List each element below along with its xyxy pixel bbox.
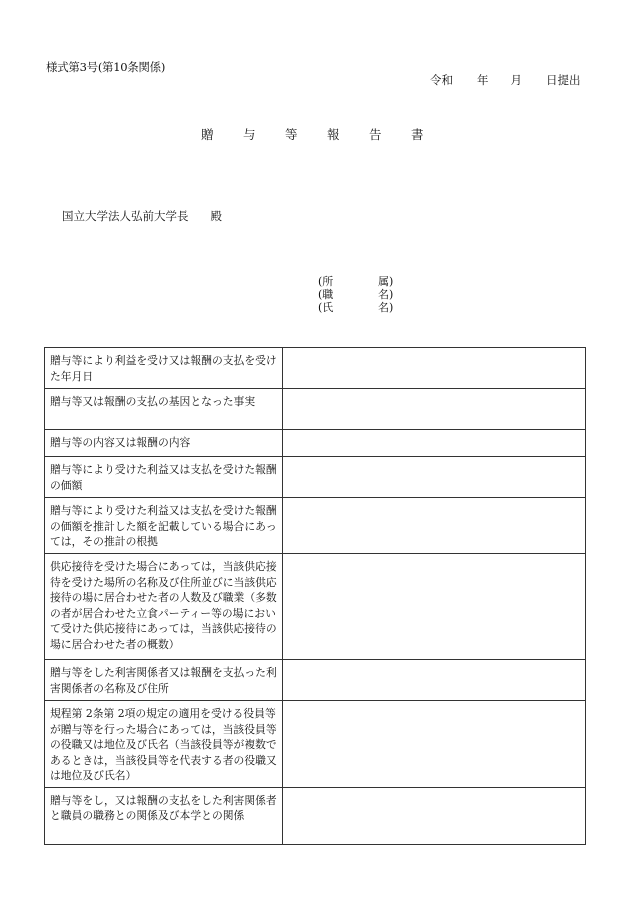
- reporter-position: (職 名): [318, 288, 394, 301]
- reporter-affiliation: (所 属): [318, 275, 394, 288]
- row-label: 贈与等により受けた利益又は支払を受けた報酬の価額を推計した額を記載している場合にあっては，その推計の根拠: [45, 498, 283, 554]
- title-char: 報: [327, 127, 340, 142]
- title-char: 贈: [201, 127, 214, 142]
- table-row: [45, 498, 586, 554]
- date-year: 年: [477, 73, 489, 87]
- row-label: 規程第 2条第 2項の規定の適用を受ける役員等が贈与等を行った場合にあっては，当該役員等の役職又は地位及び氏名（当該役員等が複数であるときは，当該役員等を代表する者の役職又は地位及び氏名）: [45, 701, 283, 788]
- row-label: 贈与等により受けた利益又は支払を受けた報酬の価額: [45, 457, 283, 498]
- report-table: [44, 347, 586, 845]
- row-value-field[interactable]: [283, 701, 586, 788]
- row-value-field[interactable]: [283, 660, 586, 701]
- table-row: [45, 348, 586, 389]
- table-row: [45, 554, 586, 660]
- reporter-name: (氏 名): [318, 301, 394, 314]
- table-row: [45, 389, 586, 430]
- row-value-field[interactable]: [283, 457, 586, 498]
- row-value-field[interactable]: [283, 498, 586, 554]
- row-value-field[interactable]: [283, 348, 586, 389]
- date-month: 月: [510, 73, 522, 87]
- submission-date: [430, 72, 581, 88]
- row-value-field[interactable]: [283, 389, 586, 430]
- title-char: 与: [243, 127, 256, 142]
- row-label: 贈与等又は報酬の支払の基因となった事実: [45, 389, 283, 430]
- row-value-field[interactable]: [283, 554, 586, 660]
- table-row: [45, 660, 586, 701]
- row-value-field[interactable]: [283, 787, 586, 844]
- form-number: 様式第3号(第10条関係): [46, 60, 166, 74]
- table-row: [45, 787, 586, 844]
- table-row: [45, 701, 586, 788]
- row-value-field[interactable]: [283, 430, 586, 457]
- reporter-block: [318, 275, 398, 314]
- addressee-name: 国立大学法人弘前大学長: [62, 209, 189, 223]
- table-row: [45, 430, 586, 457]
- table-row: [45, 457, 586, 498]
- title-char: 等: [285, 127, 298, 142]
- date-era: 令和: [430, 73, 453, 87]
- row-label: 贈与等の内容又は報酬の内容: [45, 430, 283, 457]
- row-label: 贈与等により利益を受け又は報酬の支払を受けた年月日: [45, 348, 283, 389]
- addressee-honorific: 殿: [210, 209, 222, 223]
- title-char: 書: [411, 127, 424, 142]
- row-label: 贈与等をし，又は報酬の支払をした利害関係者と職員の職務との関係及び本学との関係: [45, 787, 283, 844]
- title-char: 告: [369, 127, 382, 142]
- addressee: [62, 208, 222, 224]
- row-label: 贈与等をした利害関係者又は報酬を支払った利害関係者の名称及び住所: [45, 660, 283, 701]
- row-label: 供応接待を受けた場合にあっては，当該供応接待を受けた場所の名称及び住所並びに当該供応接待の場に居合わせた者の人数及び職業（多数の者が居合わせた立食パーティー等の場において受けた供応接待にあっては，当該供応接待の場に居合わせた者の概数）: [45, 554, 283, 660]
- date-day-submit: 日提出: [546, 73, 581, 87]
